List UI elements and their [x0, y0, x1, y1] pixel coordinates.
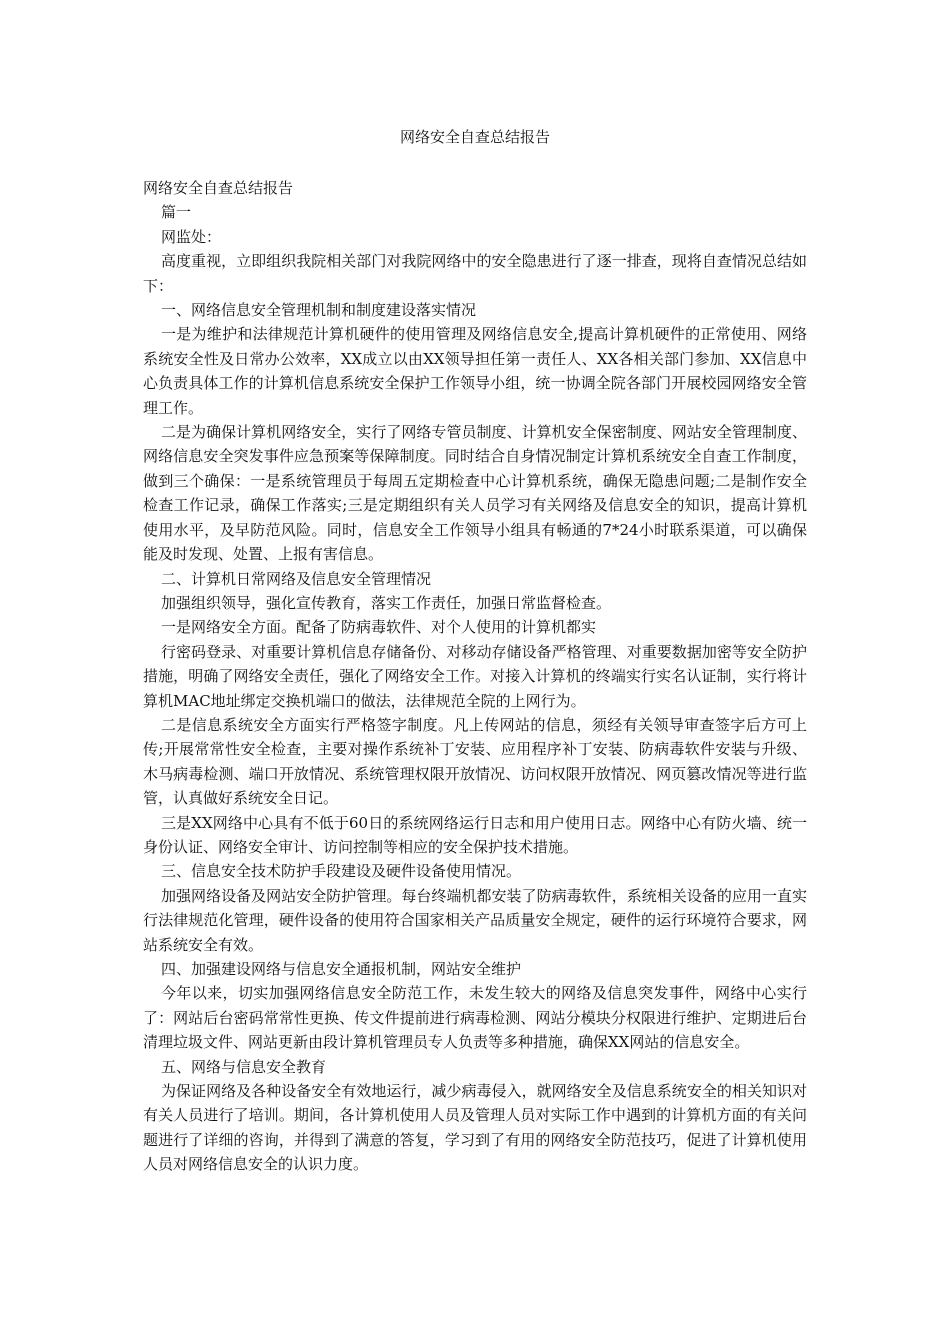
paragraph: 加强组织领导，强化宣传教育，落实工作责任，加强日常监督检查。: [161, 593, 612, 612]
part-label: 篇一: [161, 203, 192, 222]
section-heading: 三、信息安全技术防护手段建设及硬件设备使用情况。: [161, 862, 522, 881]
section-heading: 一、网络信息安全管理机制和制度建设落实情况: [161, 301, 477, 320]
document-title: 网络安全自查总结报告: [399, 128, 550, 146]
document-subtitle: 网络安全自查总结报告: [143, 179, 294, 197]
paragraph: 行密码登录、对重要计算机信息存储备份、对移动存储设备严格管理、对重要数据加密等安全防护措施，明确了网络安全责任，强化了网络安全工作。对接入计算机的终端实行实名认证制，实行将计算机MAC地址绑定交换机端口的做法，法律规范全院的上网行为。: [143, 642, 807, 710]
section-heading: 四、加强建设网络与信息安全通报机制，网站安全维护: [161, 960, 522, 978]
paragraph: 加强网络设备及网站安全防护管理。每台终端机都安装了防病毒软件，系统相关设备的应用一直实行法律规范化管理，硬件设备的使用符合国家相关产品质量安全规定，硬件的运行环境符合要求，网站系统安全有效。: [143, 886, 807, 954]
paragraph: 三是XX网络中心具有不低于60日的系统网络运行日志和用户使用日志。网络中心有防火墙、统一身份认证、网络安全审计、访问控制等相应的安全保护技术措施。: [143, 813, 807, 856]
section-heading: 五、网络与信息安全教育: [161, 1057, 327, 1076]
document-body: [143, 176, 807, 1177]
paragraph: 二是为确保计算机网络安全，实行了网络专管员制度、计算机安全保密制度、网站安全管理制度、网络信息安全突发事件应急预案等保障制度。同时结合自身情况制定计算机系统安全自查工作制度，做到三个确保：一是系统管理员于每周五定期检查中心计算机系统，确保无隐患问题;二是制作安全检查工作记录，确保工作落实;三是定期组织有关人员学习有关网络及信息安全的知识，提高计算机使用水平，及早防范风险。同时，信息安全工作领导小组具有畅通的7*24小时联系渠道，可以确保能及时发现、处置、上报有害信息。: [143, 423, 807, 564]
paragraph: 一是为维护和法律规范计算机硬件的使用管理及网络信息安全,提高计算机硬件的正常使用、网络系统安全性及日常办公效率，XX成立以由XX领导担任第一责任人、XX各相关部门参加、XX信息中心负责具体工作的计算机信息系统安全保护工作领导小组，统一协调全院各部门开展校园网络安全管理工作。: [143, 325, 807, 417]
section-heading: 二、计算机日常网络及信息安全管理情况: [161, 569, 432, 588]
addressee: 网监处：: [161, 227, 222, 246]
paragraph: 高度重视，立即组织我院相关部门对我院网络中的安全隐患进行了逐一排查，现将自查情况总结如下：: [143, 252, 807, 295]
paragraph: 今年以来，切实加强网络信息安全防范工作，未发生较大的网络及信息突发事件，网络中心实行了：网站后台密码常常性更换、传文件提前进行病毒检测、网站分模块分权限进行维护、定期进后台清理垃圾文件、网站更新由段计算机管理员专人负责等多种措施，确保XX网站的信息安全。: [143, 984, 807, 1052]
paragraph: 二是信息系统安全方面实行严格签字制度。凡上传网站的信息，须经有关领导审查签字后方可上传;开展常常性安全检查，主要对操作系统补丁安装、应用程序补丁安装、防病毒软件安装与升级、木马病毒检测、端口开放情况、系统管理权限开放情况、访问权限开放情况、网页篡改情况等进行监管，认真做好系统安全日记。: [143, 715, 807, 808]
paragraph: 为保证网络及各种设备安全有效地运行，减少病毒侵入，就网络安全及信息系统安全的相关知识对有关人员进行了培训。期间，各计算机使用人员及管理人员对实际工作中遇到的计算机方面的有关问题进行了详细的咨询，并得到了满意的答复，学习到了有用的网络安全防范技巧，促进了计算机使用人员对网络信息安全的认识力度。: [143, 1082, 807, 1174]
paragraph: 一是网络安全方面。配备了防病毒软件、对个人使用的计算机都实: [161, 618, 597, 637]
